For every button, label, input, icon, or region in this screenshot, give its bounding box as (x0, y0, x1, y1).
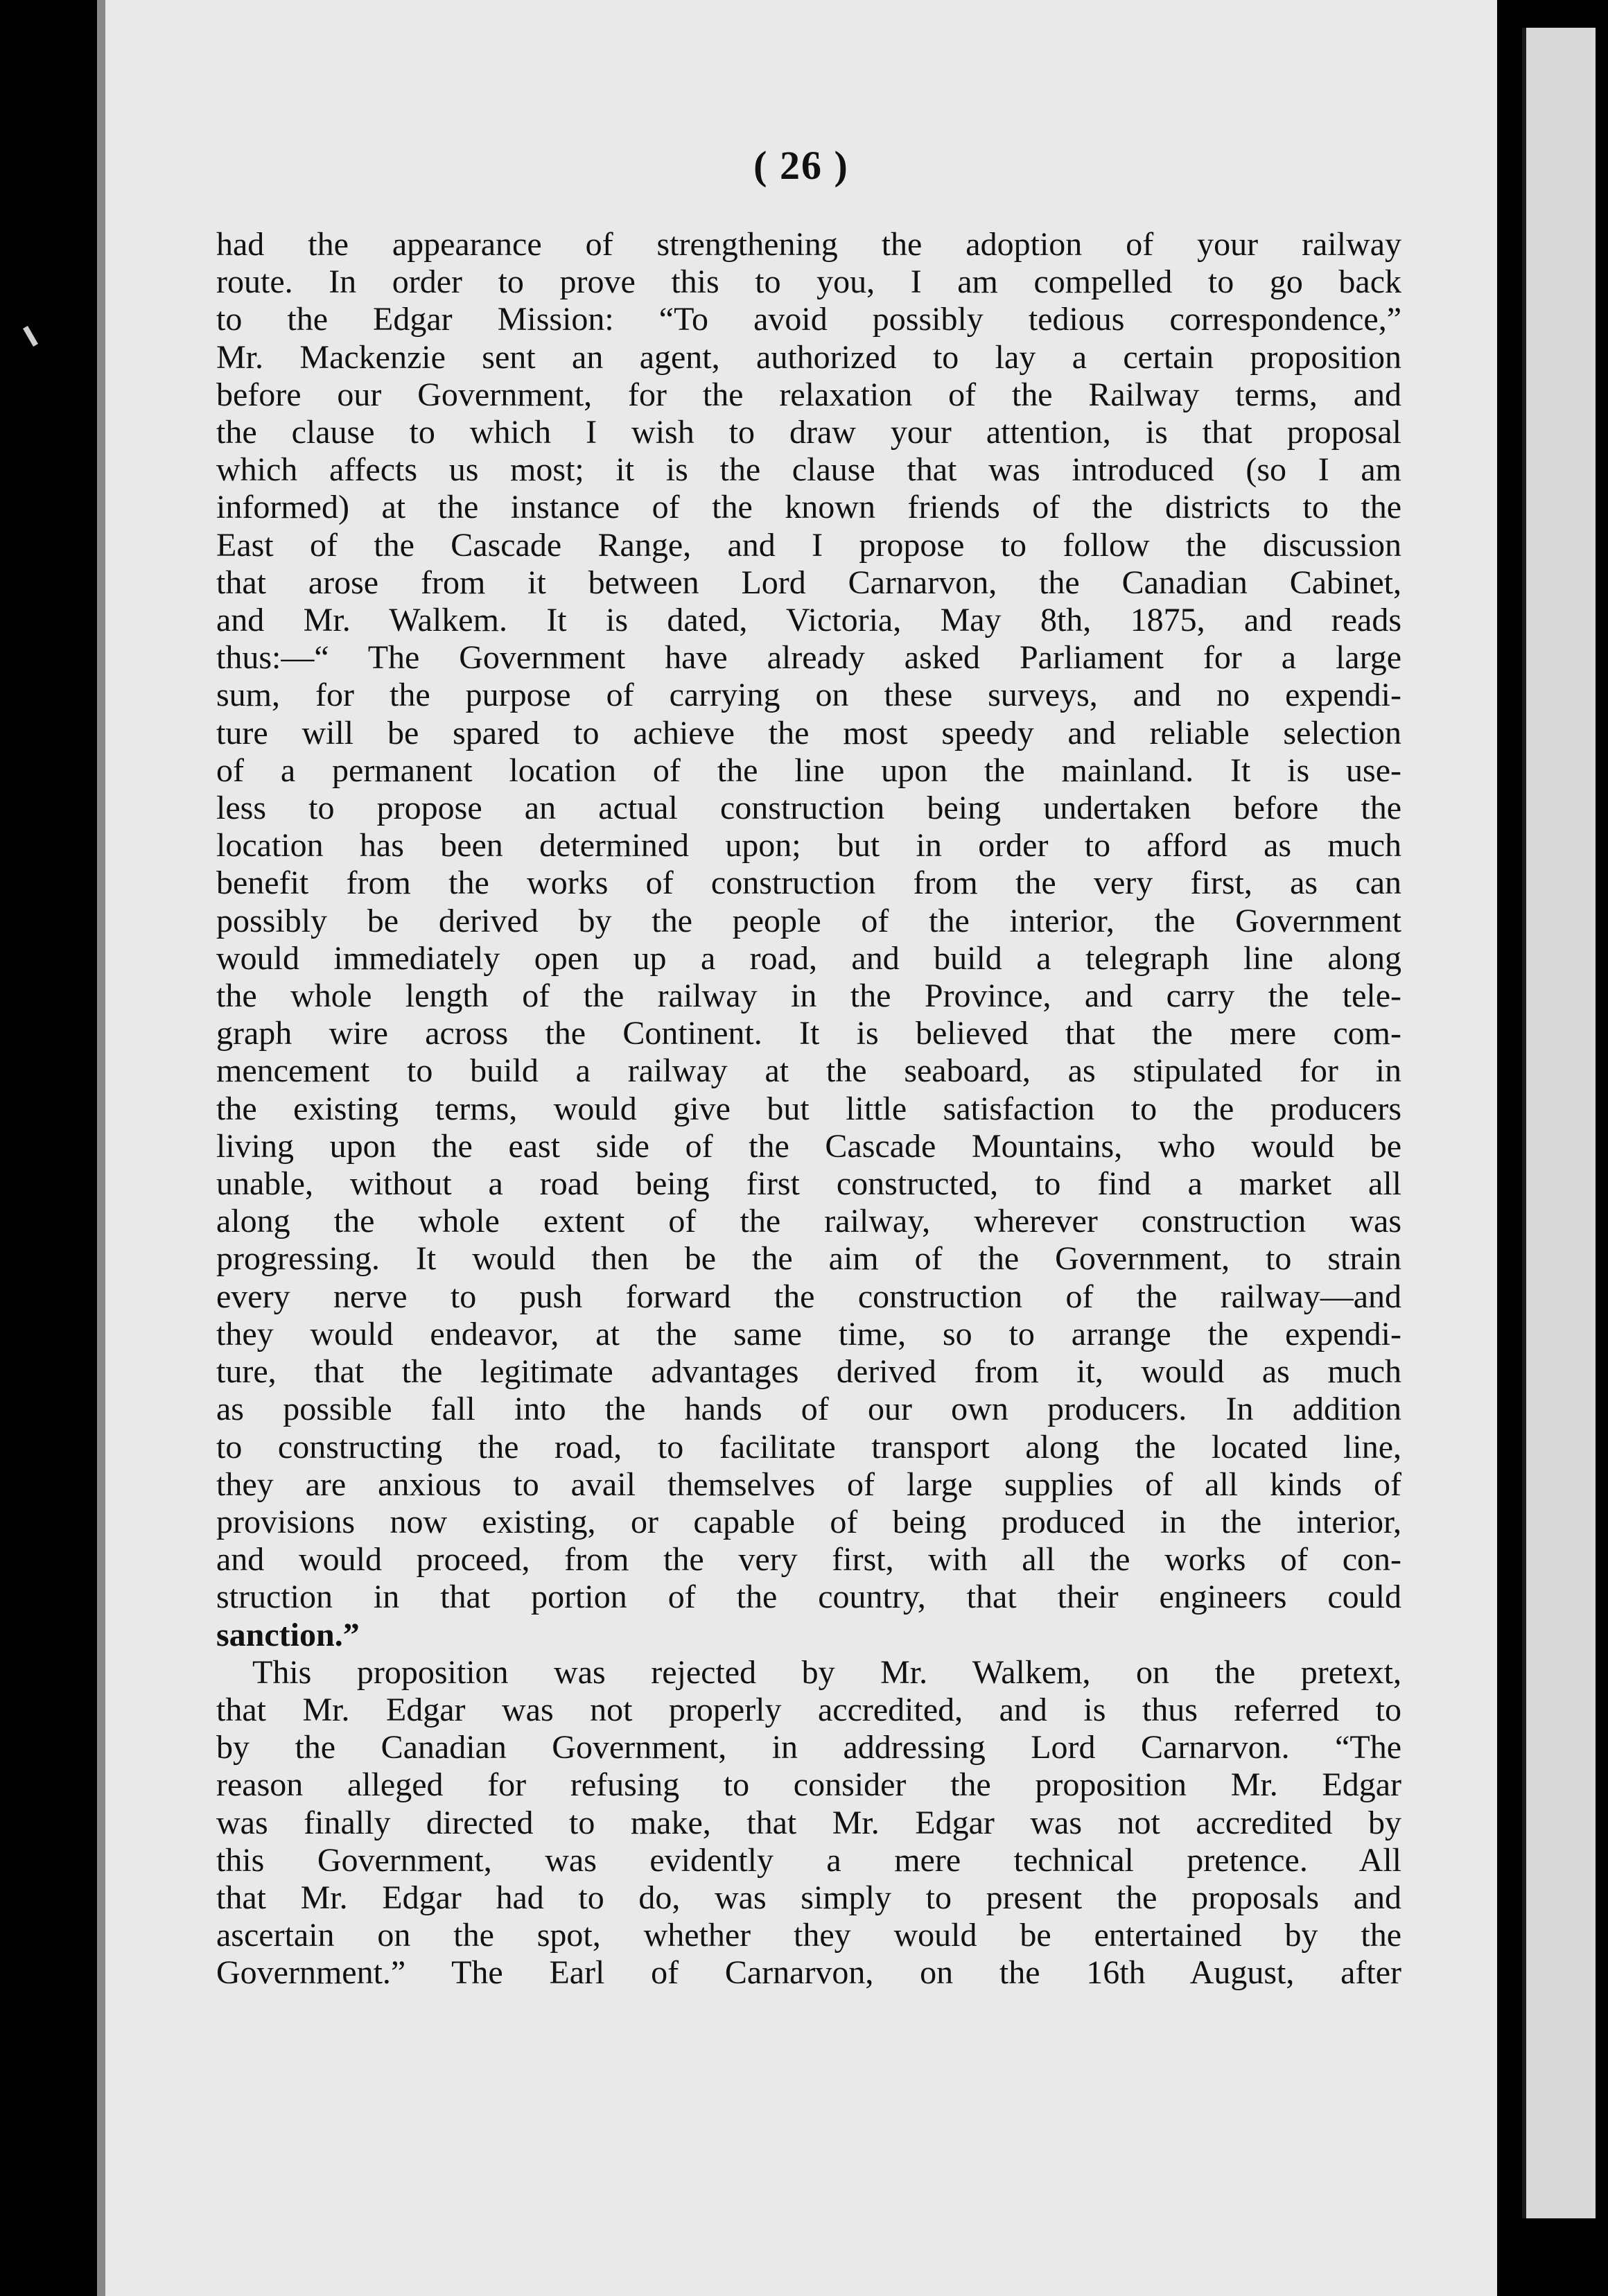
text-line: every nerve to push forward the construction of the railway—and (216, 1278, 1401, 1315)
text-line: ture, that the legitimate advantages derived from it, would as much (216, 1353, 1401, 1391)
text-line: Mr. Mackenzie sent an agent, authorized to lay a certain proposition (216, 338, 1401, 376)
text-line: before our Government, for the relaxation of the Railway terms, and (216, 376, 1401, 413)
text-line: progressing. It would then be the aim of the Government, to strain (216, 1240, 1401, 1278)
text-line: as possible fall into the hands of our own producers. In addition (216, 1391, 1401, 1428)
text-line: living upon the east side of the Cascade Mountains, who would be (216, 1127, 1401, 1165)
text-line: sum, for the purpose of carrying on these surveys, and no expendi- (216, 677, 1401, 714)
text-line: the existing terms, would give but little satisfaction to the producers (216, 1090, 1401, 1127)
text-line: struction in that portion of the country, that their engineers could (216, 1578, 1401, 1616)
body-text (216, 226, 1401, 1992)
text-line: that arose from it between Lord Carnarvon, the Canadian Cabinet, (216, 564, 1401, 601)
adjacent-page-sliver (1522, 28, 1596, 2218)
margin-mark (23, 326, 38, 347)
text-line: the whole length of the railway in the Province, and carry the tele- (216, 977, 1401, 1015)
text-line: they are anxious to avail themselves of large supplies of all kinds of (216, 1466, 1401, 1503)
text-line: would immediately open up a road, and build a telegraph line along (216, 939, 1401, 977)
text-line: reason alleged for refusing to consider the proposition Mr. Edgar (216, 1766, 1401, 1804)
text-line: location has been determined upon; but in order to afford as much (216, 827, 1401, 864)
scanned-page (105, 0, 1497, 2296)
text-line: by the Canadian Government, in addressing Lord Carnarvon. “The (216, 1729, 1401, 1766)
text-line: and would proceed, from the very first, with all the works of con- (216, 1541, 1401, 1578)
text-line: and Mr. Walkem. It is dated, Victoria, May 8th, 1875, and reads (216, 602, 1401, 639)
text-line: possibly be derived by the people of the interior, the Government (216, 902, 1401, 939)
text-line: benefit from the works of construction from the very first, as can (216, 864, 1401, 902)
text-line: along the whole extent of the railway, wherever construction was (216, 1203, 1401, 1240)
text-line: which affects us most; it is the clause that was introduced (so I am (216, 451, 1401, 489)
text-line: unable, without a road being first constructed, to find a market all (216, 1165, 1401, 1203)
text-line: ture will be spared to achieve the most speedy and reliable selection (216, 714, 1401, 751)
text-line: to the Edgar Mission: “To avoid possibly tedious correspondence,” (216, 301, 1401, 338)
text-line: sanction.” (216, 1616, 360, 1653)
text-line: that Mr. Edgar had to do, was simply to present the proposals and (216, 1879, 1401, 1916)
text-line: This proposition was rejected by Mr. Walkem, on the pretext, (252, 1653, 1401, 1691)
text-line: that Mr. Edgar was not properly accredited, and is thus referred to (216, 1691, 1401, 1728)
text-line: thus:—“ The Government have already asked Parliament for a large (216, 639, 1401, 677)
text-line: of a permanent location of the line upon the mainland. It is use- (216, 751, 1401, 789)
text-line: Government.” The Earl of Carnarvon, on the 16th August, after (216, 1954, 1401, 1992)
text-line: mencement to build a railway at the seaboard, as stipulated for in (216, 1052, 1401, 1090)
text-line: provisions now existing, or capable of being produced in the interior, (216, 1503, 1401, 1540)
text-line: was finally directed to make, that Mr. Edgar was not accredited by (216, 1804, 1401, 1841)
text-line: East of the Cascade Range, and I propose to follow the discussion (216, 526, 1401, 564)
text-line: this Government, was evidently a mere technical pretence. All (216, 1841, 1401, 1879)
text-line: less to propose an actual construction being undertaken before the (216, 790, 1401, 827)
text-line: the clause to which I wish to draw your attention, is that proposal (216, 414, 1401, 451)
text-line: they would endeavor, at the same time, so to arrange the expendi- (216, 1315, 1401, 1353)
text-line: had the appearance of strengthening the adoption of your railway (216, 226, 1401, 263)
text-line: informed) at the instance of the known friends of the districts to the (216, 489, 1401, 526)
text-line: ascertain on the spot, whether they would be entertained by the (216, 1917, 1401, 1954)
text-line: graph wire across the Continent. It is believed that the mere com- (216, 1015, 1401, 1052)
page-number: ( 26 ) (753, 143, 849, 188)
text-line: route. In order to prove this to you, I am compelled to go back (216, 263, 1401, 301)
text-line: to constructing the road, to facilitate transport along the located line, (216, 1428, 1401, 1466)
